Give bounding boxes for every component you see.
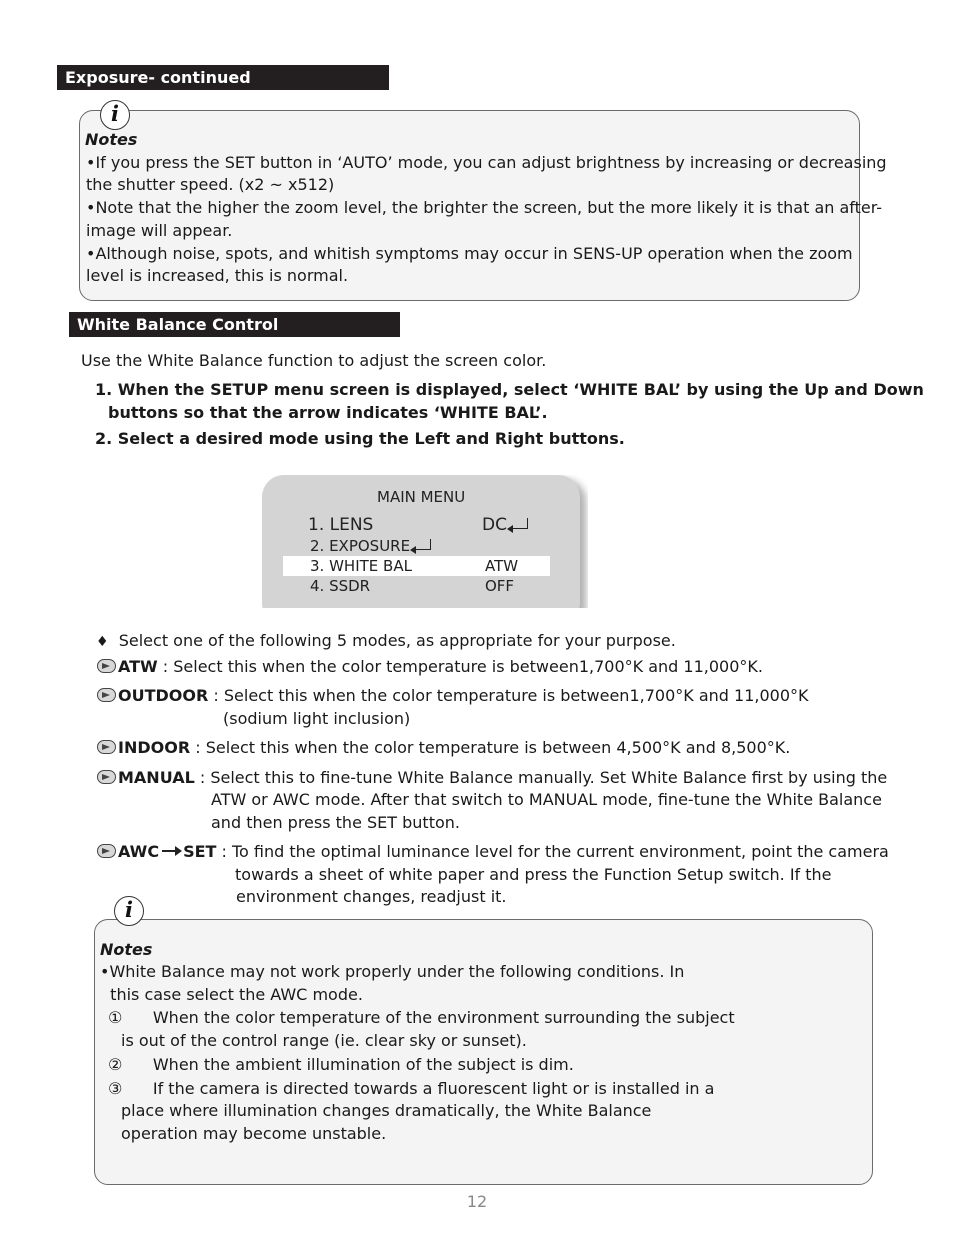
arrow-bullet-icon <box>97 844 116 858</box>
notes-line: •White Balance may not work properly under the following conditions. In <box>100 962 685 981</box>
menu-item-exposure: 2. EXPOSURE <box>310 537 431 555</box>
mode-manual-cont: ATW or AWC mode. After that switch to MANUAL mode, fine-tune the White Balance <box>211 790 882 809</box>
menu-value-ssdr: OFF <box>485 577 515 595</box>
info-icon: i <box>114 896 144 926</box>
notes-line: ① When the color temperature of the environment surrounding the subject <box>108 1008 735 1027</box>
menu-item-lens: 1. LENS <box>308 515 374 535</box>
notes-line: operation may become unstable. <box>121 1124 387 1143</box>
arrow-bullet-icon <box>97 659 116 673</box>
notes-line: ③ If the camera is directed towards a fluorescent light or is installed in a <box>108 1079 715 1098</box>
intro-text: Use the White Balance function to adjust the screen color. <box>81 351 547 370</box>
step-1: 1. When the SETUP menu screen is displayed, select ‘WHITE BAL’ by using the Up and Down <box>95 380 924 399</box>
menu-value-lens: DC <box>482 515 528 535</box>
notes-line: •Although noise, spots, and whitish symptoms may occur in SENS-UP operation when the zoom <box>86 244 853 263</box>
enter-icon <box>511 518 528 529</box>
notes-line: this case select the AWC mode. <box>100 985 363 1004</box>
notes-title: Notes <box>85 130 138 149</box>
menu-item-ssdr: 4. SSDR <box>310 577 371 595</box>
notes-title: Notes <box>100 940 153 959</box>
notes-line: the shutter speed. (x2 ~ x512) <box>86 175 335 194</box>
arrow-bullet-icon <box>97 740 116 754</box>
step-1-cont: buttons so that the arrow indicates ‘WHITE BAL’. <box>108 403 548 422</box>
section-header-exposure: Exposure- continued <box>57 65 389 90</box>
mode-indoor: INDOOR : Select this when the color temperature is between 4,500°K and 8,500°K. <box>97 737 790 760</box>
notes-line: place where illumination changes dramatically, the White Balance <box>121 1101 652 1120</box>
step-2: 2. Select a desired mode using the Left and Right buttons. <box>95 429 625 448</box>
menu-item-white-bal: 3. WHITE BAL <box>310 557 412 575</box>
main-menu-screen <box>262 475 588 608</box>
notes-line: ② When the ambient illumination of the subject is dim. <box>108 1055 574 1074</box>
section-header-white-balance: White Balance Control <box>69 312 400 337</box>
mode-awc: AWC SET : To find the optimal luminance level for the current environment, point the camera <box>97 841 889 864</box>
mode-outdoor: OUTDOOR : Select this when the color temperature is between1,700°K and 11,000°K <box>97 685 808 708</box>
mode-outdoor-cont: (sodium light inclusion) <box>223 709 411 728</box>
menu-title: MAIN MENU <box>377 488 466 506</box>
menu-value-white-bal: ATW <box>485 557 519 575</box>
notes-line: image will appear. <box>86 221 233 240</box>
notes-line: •Note that the higher the zoom level, the brighter the screen, but the more likely it is that an after- <box>86 198 883 217</box>
notes-line: is out of the control range (ie. clear sky or sunset). <box>121 1031 527 1050</box>
notes-line: level is increased, this is normal. <box>86 266 349 285</box>
page-number: 12 <box>466 1192 488 1211</box>
right-arrow-icon <box>162 850 180 852</box>
diamond-bullet-icon: ♦ <box>96 634 109 650</box>
mode-awc-cont: towards a sheet of white paper and press the Function Setup switch. If the <box>235 865 832 884</box>
mode-atw: ATW : Select this when the color temperature is between1,700°K and 11,000°K. <box>97 656 763 679</box>
modes-intro: ♦ Select one of the following 5 modes, as appropriate for your purpose. <box>96 631 676 650</box>
info-icon: i <box>100 100 130 130</box>
enter-icon <box>414 539 431 550</box>
arrow-bullet-icon <box>97 770 116 784</box>
mode-manual-cont: and then press the SET button. <box>211 813 460 832</box>
notes-line: •If you press the SET button in ‘AUTO’ mode, you can adjust brightness by increasing or decreasing <box>86 153 887 172</box>
mode-awc-cont: environment changes, readjust it. <box>236 887 507 906</box>
mode-manual: MANUAL : Select this to fine-tune White Balance manually. Set White Balance first by using the <box>97 767 887 790</box>
arrow-bullet-icon <box>97 688 116 702</box>
